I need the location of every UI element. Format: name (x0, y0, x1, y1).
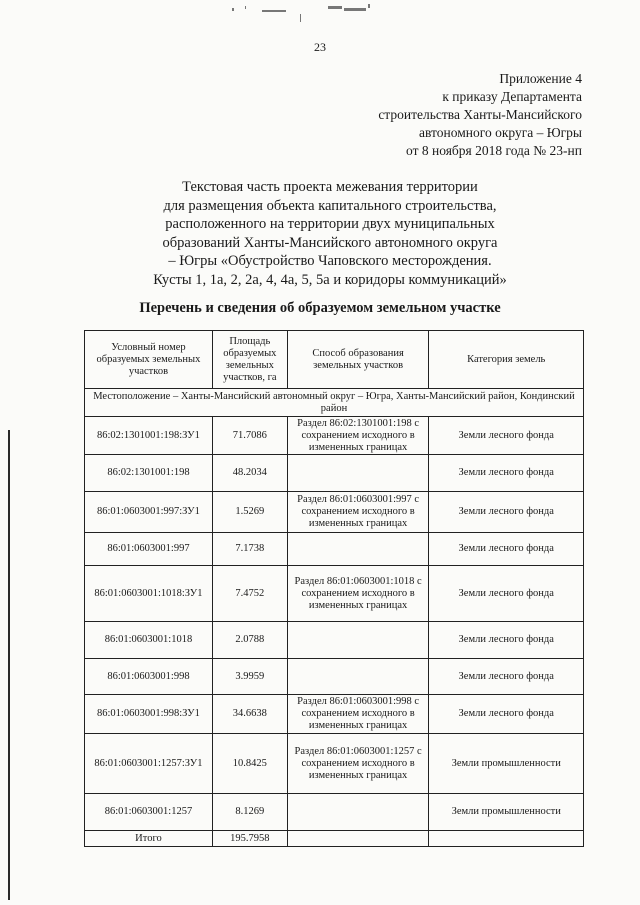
table-header-row (85, 331, 584, 389)
plot-number: 86:02:1301001:198:ЗУ1 (85, 417, 213, 455)
plot-area: 10.8425 (212, 734, 287, 794)
appendix-line: строительства Ханты-Мансийского (378, 107, 582, 122)
location-cell: Местоположение – Ханты-Мансийский автономный округ – Югра, Ханты-Мансийский район, Кондинский район (85, 389, 584, 417)
scan-edge-line (8, 430, 10, 900)
total-value: 195.7958 (212, 831, 287, 847)
document-title (130, 178, 530, 289)
scan-artifacts (0, 0, 640, 40)
plot-number: 86:01:0603001:997:ЗУ1 (85, 492, 213, 533)
plot-number: 86:01:0603001:1257 (85, 794, 213, 831)
table-row (85, 794, 584, 831)
plot-method: Раздел 86:01:0603001:998 с сохранением исходного в измененных границах (287, 695, 429, 734)
plot-number: 86:01:0603001:1257:ЗУ1 (85, 734, 213, 794)
plot-number: 86:01:0603001:997 (85, 533, 213, 566)
table-row (85, 734, 584, 794)
plot-category: Земли лесного фонда (429, 566, 584, 622)
header-cell: Площадь образуемых земельных участков, га (212, 331, 287, 389)
plot-area: 7.1738 (212, 533, 287, 566)
plot-method (287, 659, 429, 695)
table-heading: Перечень и сведения об образуемом земельном участке (139, 300, 501, 316)
title-line: расположенного на территории двух муниципальных (165, 216, 495, 232)
total-label: Итого (85, 831, 213, 847)
plot-category: Земли промышленности (429, 794, 584, 831)
plot-method: Раздел 86:01:0603001:1257 с сохранением исходного в измененных границах (287, 734, 429, 794)
table-row (85, 455, 584, 492)
appendix-line: к приказу Департамента (442, 89, 582, 104)
plot-number: 86:01:0603001:1018:ЗУ1 (85, 566, 213, 622)
location-row (85, 389, 584, 417)
appendix-line: от 8 ноября 2018 года № 23-нп (406, 143, 582, 158)
appendix-block (378, 70, 582, 160)
plot-number: 86:01:0603001:998:ЗУ1 (85, 695, 213, 734)
page-number: 23 (314, 40, 326, 54)
table-row (85, 566, 584, 622)
table-row (85, 492, 584, 533)
title-line: для размещения объекта капитального строительства, (163, 197, 497, 214)
plot-method (287, 533, 429, 566)
table-row (85, 695, 584, 734)
title-line: – Югры «Обустройство Чаповского месторождения. (168, 253, 492, 269)
header-cell: Условный номер образуемых земельных участков (85, 331, 213, 389)
title-line: образований Ханты-Мансийского автономного округа (162, 234, 498, 251)
plot-area: 3.9959 (212, 659, 287, 695)
total-empty-cell (429, 831, 584, 847)
plot-method: Раздел 86:01:0603001:1018 с сохранением исходного в измененных границах (287, 566, 429, 622)
plot-method: Раздел 86:02:1301001:198 с сохранением исходного в измененных границах (287, 417, 429, 455)
plot-area: 48.2034 (212, 455, 287, 492)
header-cell: Категория земель (429, 331, 584, 389)
plot-method (287, 455, 429, 492)
total-row (85, 831, 584, 847)
appendix-line: автономного округа – Югры (419, 125, 582, 140)
appendix-line: Приложение 4 (499, 71, 582, 86)
plot-category: Земли промышленности (429, 734, 584, 794)
plot-method (287, 794, 429, 831)
plot-number: 86:01:0603001:1018 (85, 622, 213, 659)
title-line: Кусты 1, 1а, 2, 2а, 4, 4а, 5, 5а и коридоры коммуникаций» (153, 271, 507, 288)
plot-category: Земли лесного фонда (429, 417, 584, 455)
title-line: Текстовая часть проекта межевания территории (182, 179, 478, 195)
plot-category: Земли лесного фонда (429, 659, 584, 695)
plot-area: 8.1269 (212, 794, 287, 831)
plot-method (287, 622, 429, 659)
plot-area: 2.0788 (212, 622, 287, 659)
plot-category: Земли лесного фонда (429, 533, 584, 566)
plot-category: Земли лесного фонда (429, 455, 584, 492)
land-plots-table (84, 330, 584, 847)
plot-category: Земли лесного фонда (429, 695, 584, 734)
table-row (85, 622, 584, 659)
plot-number: 86:02:1301001:198 (85, 455, 213, 492)
plot-area: 71.7086 (212, 417, 287, 455)
plot-category: Земли лесного фонда (429, 492, 584, 533)
plot-area: 7.4752 (212, 566, 287, 622)
table-row (85, 659, 584, 695)
plot-method: Раздел 86:01:0603001:997 с сохранением исходного в измененных границах (287, 492, 429, 533)
plot-number: 86:01:0603001:998 (85, 659, 213, 695)
table-row (85, 417, 584, 455)
plot-area: 34.6638 (212, 695, 287, 734)
plot-area: 1.5269 (212, 492, 287, 533)
table-row (85, 533, 584, 566)
plot-category: Земли лесного фонда (429, 622, 584, 659)
total-empty-cell (287, 831, 429, 847)
header-cell: Способ образования земельных участков (287, 331, 429, 389)
